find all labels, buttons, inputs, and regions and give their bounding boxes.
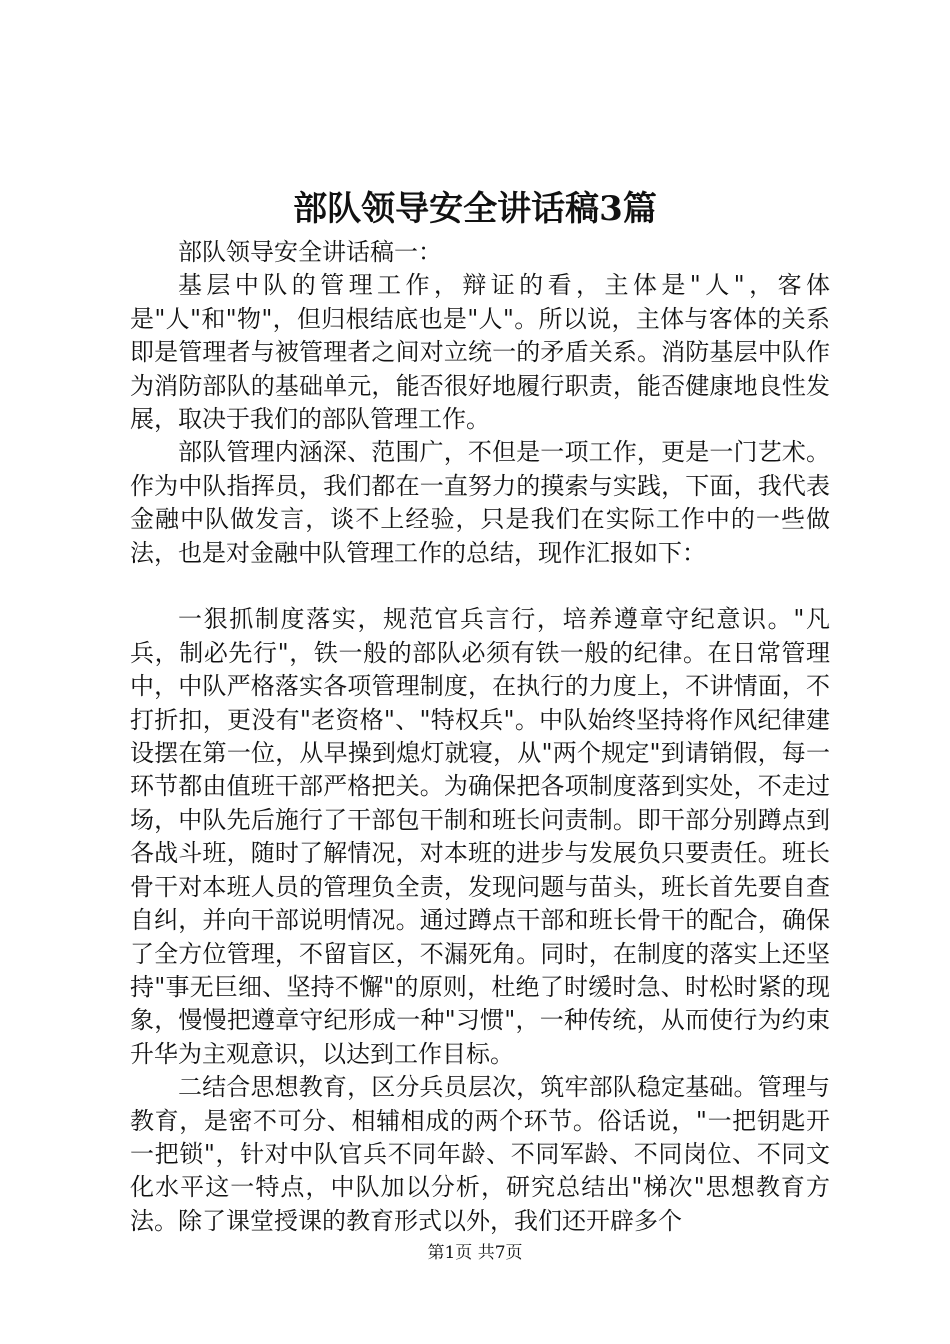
document-title: 部队领导安全讲话稿3篇: [293, 189, 657, 229]
page-footer: 第1页 共7页: [427, 1243, 523, 1263]
paragraph: 一狠抓制度落实，规范官兵言行，培养遵章守纪意识。"凡兵，制必先行"，铁一般的部队必须有铁一般的纪律。在日常管理中，中队严格落实各项管理制度，在执行的力度上，不讲情面，不打折扣，更没有"老资格"、"特权兵"。中队始终坚持将作风纪律建设摆在第一位，从早操到熄灯就寝，从"两个规定"到请销假，每一环节都由值班干部严格把关。为确保把各项制度落到实处，不走过场，中队先后施行了干部包干制和班长问责制。即干部分别蹲点到各战斗班，随时了解情况，对本班的进步与发展负只要责任。班长骨干对本班人员的管理负全责，发现问题与苗头，班长首先要自查自纠，并向干部说明情况。通过蹲点干部和班长骨干的配合，确保了全方位管理，不留盲区，不漏死角。同时，在制度的落实上还坚持"事无巨细、坚持不懈"的原则，杜绝了时缓时急、时松时紧的现象，慢慢把遵章守纪形成一种"习惯"，一种传统，从而使行为约束升华为主观意识，以达到工作目标。: [130, 605, 830, 1068]
document-body: [130, 236, 830, 1238]
paragraph-heading: 部队领导安全讲话稿一：: [178, 238, 442, 266]
paragraph: 部队管理内涵深、范围广，不但是一项工作，更是一门艺术。作为中队指挥员，我们都在一直努力的摸索与实践，下面，我代表金融中队做发言，谈不上经验，只是我们在实际工作中的一些做法，也是对金融中队管理工作的总结，现作汇报如下：: [130, 438, 830, 567]
paragraph: 二结合思想教育，区分兵员层次，筑牢部队稳定基础。管理与教育，是密不可分、相辅相成的两个环节。俗话说，"一把钥匙开一把锁"，针对中队官兵不同年龄、不同军龄、不同岗位、不同文化水平这一特点，中队加以分析，研究总结出"梯次"思想教育方法。除了课堂授课的教育形式以外，我们还开辟多个: [130, 1073, 830, 1235]
paragraph: 基层中队的管理工作，辩证的看，主体是"人"，客体是"人"和"物"，但归根结底也是"人"。所以说，主体与客体的关系即是管理者与被管理者之间对立统一的矛盾关系。消防基层中队作为消防部队的基础单元，能否很好地履行职责，能否健康地良性发展，取决于我们的部队管理工作。: [130, 271, 830, 434]
